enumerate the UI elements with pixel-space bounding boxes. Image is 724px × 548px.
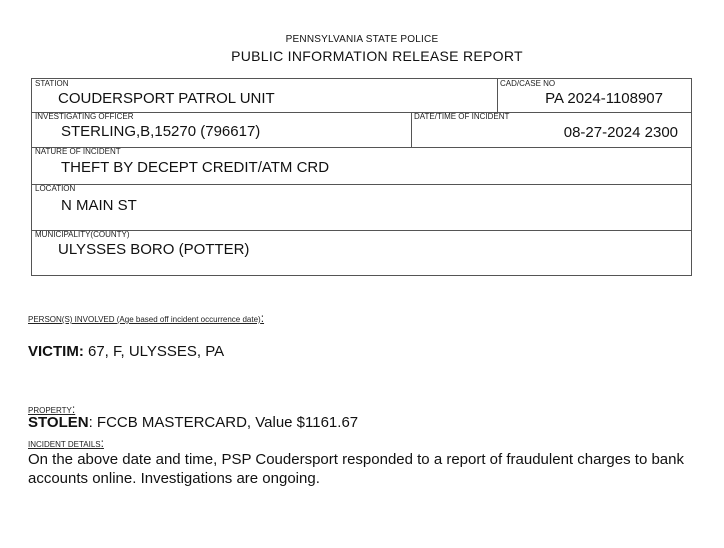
form-row-municipality xyxy=(32,230,691,276)
stolen-prefix: STOLEN xyxy=(28,414,89,431)
datetime-label: DATE/TIME OF INCIDENT xyxy=(414,112,510,121)
case-label: CAD/CASE NO xyxy=(500,79,556,88)
location-label: LOCATION xyxy=(35,184,76,193)
persons-label-text: PERSON(S) INVOLVED (Age based off incident occurrence date) xyxy=(28,315,261,324)
station-label: STATION xyxy=(35,79,69,88)
report-title: PUBLIC INFORMATION RELEASE REPORT xyxy=(231,48,523,64)
station-value: COUDERSPORT PATROL UNIT xyxy=(58,90,275,107)
stolen-value: : FCCB MASTERCARD, Value $1161.67 xyxy=(88,414,359,431)
victim-line xyxy=(28,343,224,360)
victim-prefix: VICTIM: xyxy=(28,343,84,360)
incident-details-colon: : xyxy=(100,436,104,450)
persons-label-colon: : xyxy=(260,311,265,325)
agency-name: PENNSYLVANIA STATE POLICE xyxy=(285,34,439,45)
incident-details-label-text: INCIDENT DETAILS xyxy=(28,440,101,449)
stolen-line xyxy=(28,414,358,431)
nature-value: THEFT BY DECEPT CREDIT/ATM CRD xyxy=(61,159,330,176)
officer-label: INVESTIGATING OFFICER xyxy=(35,112,134,121)
nature-label: NATURE OF INCIDENT xyxy=(35,147,121,156)
case-value: PA 2024-1108907 xyxy=(545,90,663,107)
form-row-nature xyxy=(32,147,691,185)
victim-value: 67, F, ULYSSES, PA xyxy=(83,343,225,360)
property-label-text: PROPERTY xyxy=(28,406,72,415)
municipality-value: ULYSSES BORO (POTTER) xyxy=(58,241,250,258)
incident-details-label xyxy=(28,436,104,450)
officer-cell xyxy=(32,112,412,147)
incident-details-text: On the above date and time, PSP Coudersport responded to a report of fraudulent charges to bank accounts online. Investigations are ongoing. xyxy=(28,451,684,487)
location-value: N MAIN ST xyxy=(61,197,137,214)
datetime-cell xyxy=(411,112,691,147)
station-cell xyxy=(32,79,498,112)
datetime-value: 08-27-2024 2300 xyxy=(563,124,678,141)
officer-value: STERLING,B,15270 (796617) xyxy=(61,123,261,140)
form-row-location xyxy=(32,184,691,231)
case-cell xyxy=(497,79,691,112)
persons-involved-label xyxy=(28,311,264,325)
municipality-label: MUNICIPALITY(COUNTY) xyxy=(35,230,130,239)
incident-form xyxy=(31,78,692,276)
property-label-colon: : xyxy=(71,402,76,416)
form-row-officer xyxy=(32,112,691,148)
form-row-station xyxy=(32,79,691,113)
